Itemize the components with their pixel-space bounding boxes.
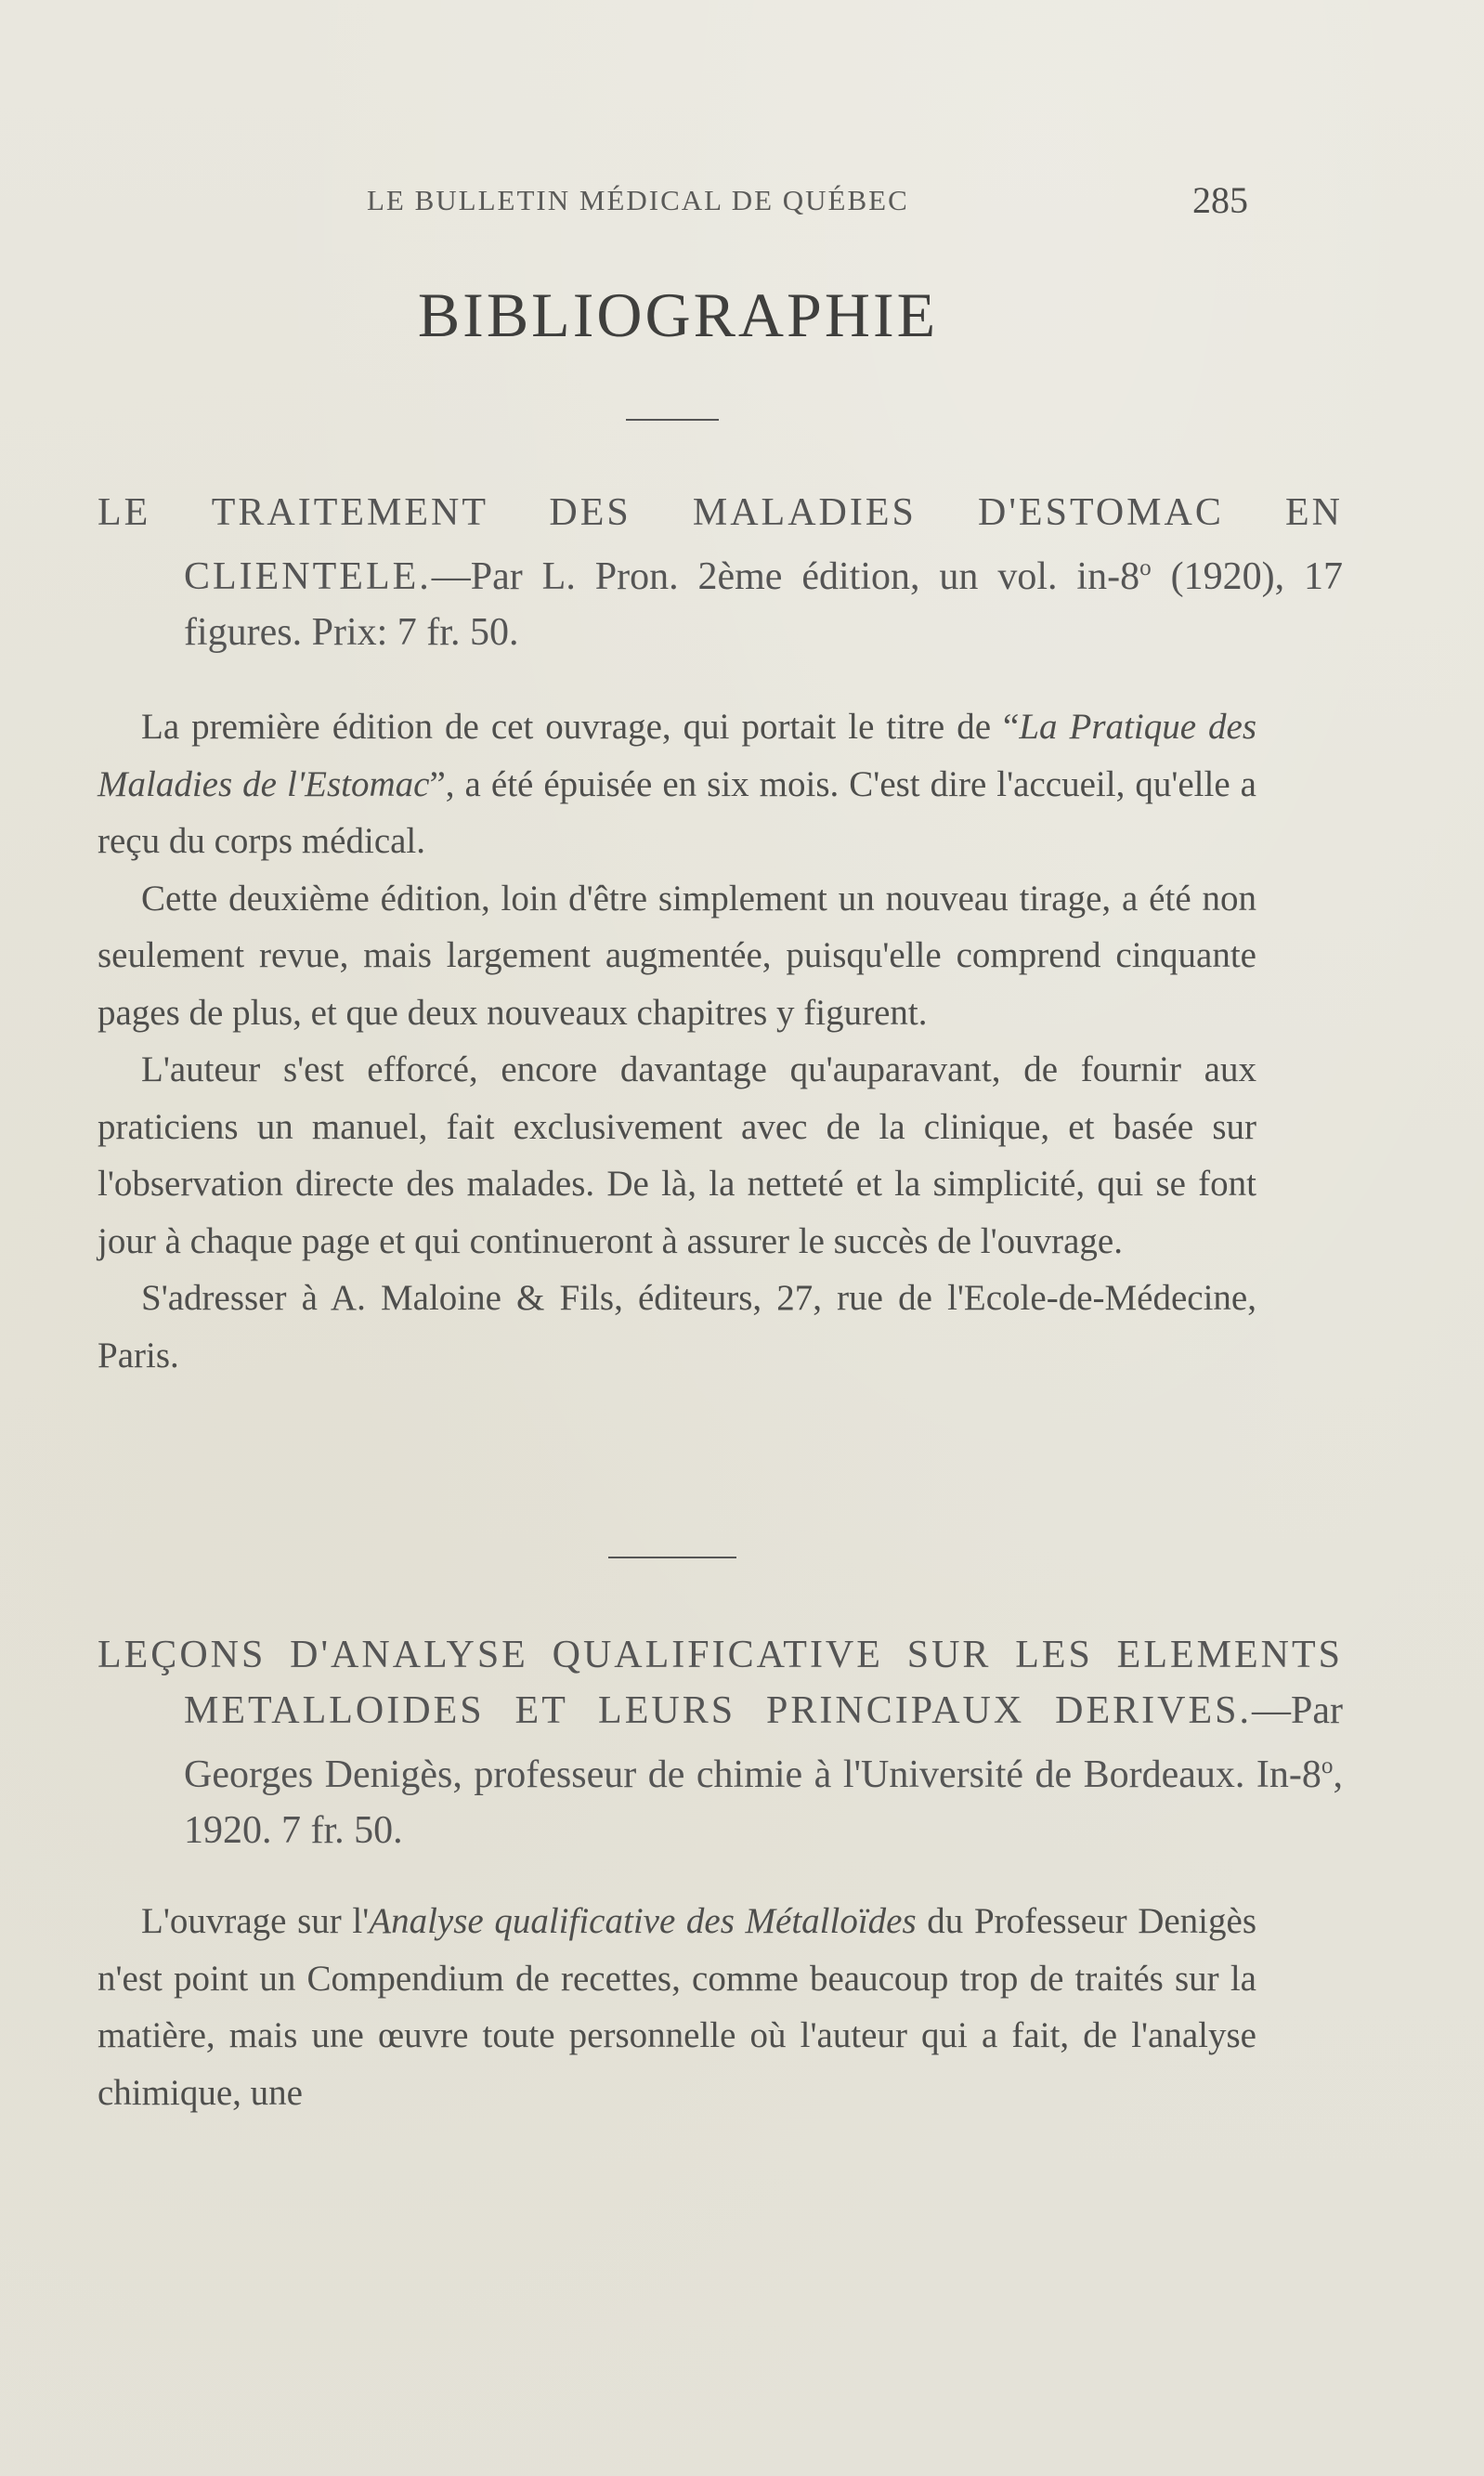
review-body [98,698,1256,1384]
book-title: LEÇONS D'ANALYSE QUALIFICATIVE SUR LES ELEMENTS METALLOIDES ET LEURS PRINCIPAUX DERIVES. [98,1634,1343,1732]
book-details: —Par L. Pron. 2ème édition, un vol. in-8 [431,555,1140,598]
paragraph: S'adresser à A. Maloine & Fils, éditeurs, 27, rue de l'Ecole-de-Médecine, Paris. [98,1278,1256,1375]
text: L'ouvrage sur l' [141,1901,370,1941]
italic-title: Analyse qualificative des Métalloïdes [369,1901,917,1941]
paragraph: Cette deuxième édition, loin d'être simplement un nouveau tirage, a été non seulement revue, mais largement augmentée, puisqu'elle comprend cinquante pages de plus, et que deux nouveaux chapitres y figurent. [98,878,1256,1033]
book-details-cont: , 1920. 7 fr. 50. [184,1753,1343,1852]
paragraph [98,698,1256,870]
running-head: LE BULLETIN MÉDICAL DE QUÉBEC [367,184,909,216]
page-number: 285 [1192,179,1248,221]
paragraph: L'auteur s'est efforcé, encore davantage qu'auparavant, de fournir aux praticiens un manuel, fait exclusivement avec de la clinique, et basée sur l'observation directe des malades. De là, la netteté et la simplicité, qui se font jour à chaque page et qui continueront à assurer le succès de l'ouvrage. [98,1049,1256,1261]
book-details: —Par Georges Denigès, professeur de chimie à l'Université de Bordeaux. In-8 [184,1689,1343,1796]
paragraph [98,1893,1256,2121]
review-body [98,1893,1256,2121]
book-entry-heading [98,485,1343,660]
italic-title: La Pratique des Maladies de l'Estomac [98,707,1256,804]
section-divider [626,419,719,421]
section-divider [608,1557,736,1558]
text: ”, a été épuisée en six mois. C'est dire l'accueil, qu'elle a reçu du corps médical. [98,763,1256,861]
format-superscript: o [1139,555,1152,580]
text: du Professeur Denigès n'est point un Compendium de recettes, comme beaucoup trop de traités sur la matière, mais une œuvre toute personnelle où l'auteur qui a fait, de l'analyse chimique, une [98,1901,1256,2113]
text: La première édition de cet ouvrage, qui portait le titre de “ [141,707,1020,747]
page-title: BIBLIOGRAPHIE [417,280,939,350]
book-entry-heading [98,1627,1343,1858]
format-superscript: o [1321,1753,1334,1779]
book-title: LE TRAITEMENT DES MALADIES D'ESTOMAC EN CLIENTELE. [98,491,1343,598]
book-details-cont: (1920), 17 figures. Prix: 7 fr. 50. [184,555,1343,654]
